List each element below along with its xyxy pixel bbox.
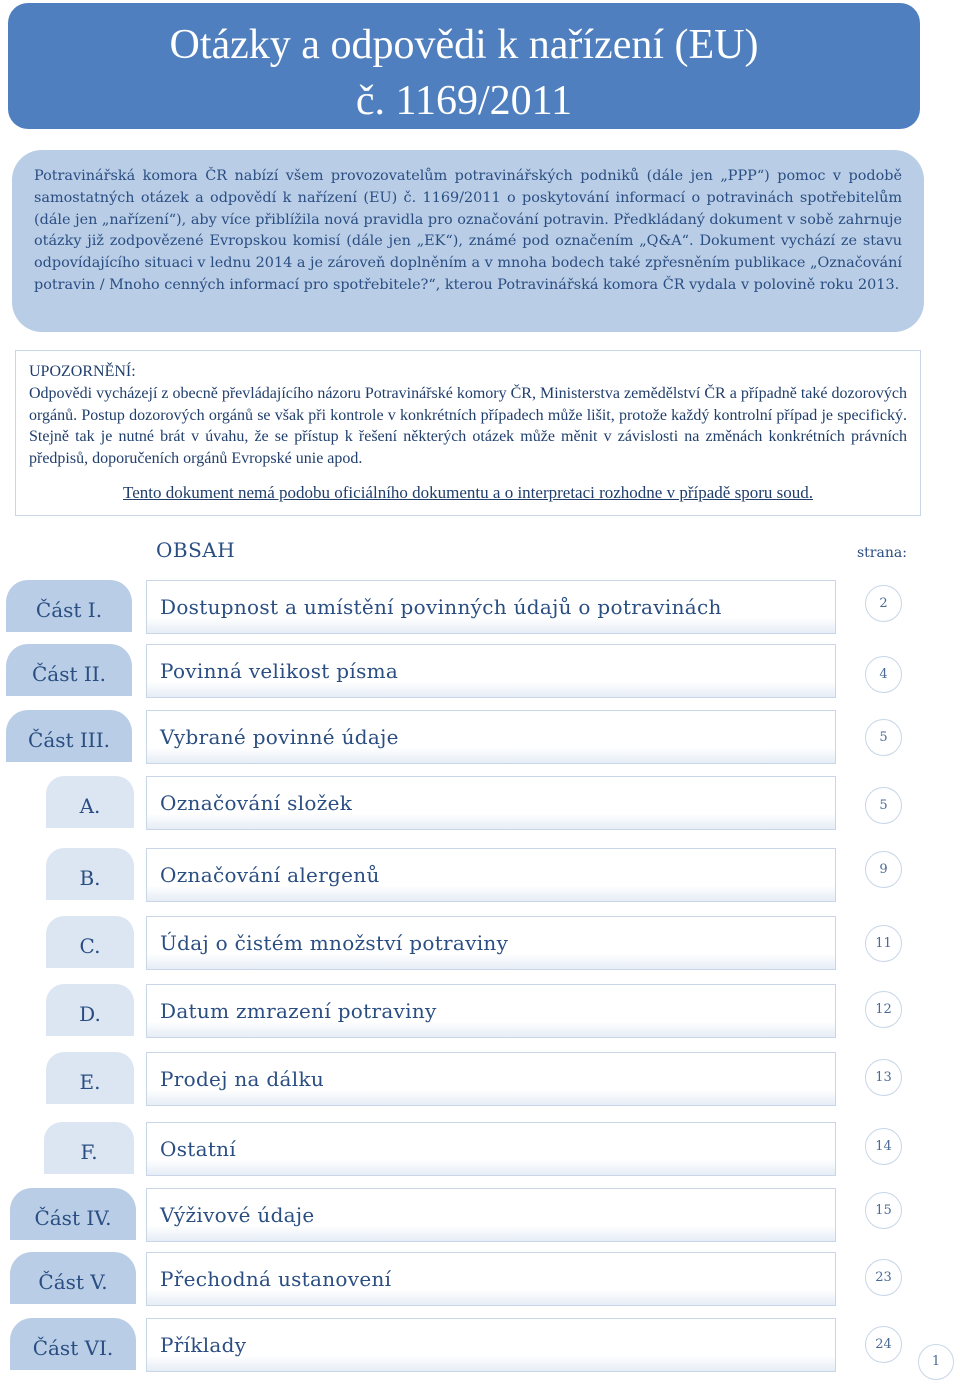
page-number: 1	[918, 1344, 954, 1380]
toc-page-number: 5	[865, 787, 902, 824]
toc-entry[interactable]: Přechodná ustanovení	[146, 1252, 836, 1306]
toc-page-number: 14	[865, 1128, 902, 1165]
toc-part-label: A.	[46, 776, 134, 828]
toc-part-label: D.	[46, 984, 134, 1036]
toc-part-label: Část III.	[6, 710, 132, 762]
toc-part-label: Část II.	[6, 644, 132, 696]
toc-entry[interactable]: Ostatní	[146, 1122, 836, 1176]
toc-entry[interactable]: Označování alergenů	[146, 848, 836, 902]
toc-part-label: F.	[44, 1122, 134, 1174]
toc-entry[interactable]: Datum zmrazení potraviny	[146, 984, 836, 1038]
notice-box	[15, 350, 921, 516]
toc-page-number: 12	[865, 991, 902, 1028]
notice-body: Odpovědi vycházejí z obecně převládajícího názoru Potravinářské komory ČR, Ministerstva zemědělství ČR a případně také dozorových orgánů. Postup dozorových orgánů se však při kontrole v konkrétních případech může lišit, protože každý kontrolní případ je specifický. Stejně tak je nutné brát v úvahu, že se přístup k řešení některých otázek může měnit v závislosti na změnách konkrétních právních předpisů, doporučeních orgánů Evropské unie apod.	[29, 384, 907, 468]
notice-disclaimer: Tento dokument nemá podobu oficiálního dokumentu a o interpretaci rozhodne v případě sporu soud.	[123, 482, 813, 502]
intro-paragraph: Potravinářská komora ČR nabízí všem provozovatelům potravinářských podniků (dále jen „PPP“) pomoc v podobě samostatných otázek a odpovědí k nařízení (EU) č. 1169/2011 o poskytování informací o potravinách spotřebitelům (dále jen „nařízení“), aby více přiblížila nová pravidla pro označování potravin. Předkládaný dokument v sobě zahrnuje otázky již zodpovězené Evropskou komisí (dále jen „EK“), známé pod označením „Q&A“. Dokument vychází ze stavu odpovídajícího situaci v lednu 2014 a je zároveň doplněním a v mnoha bodech také zpřesněním publikace „Označování potravin / Mnoho cenných informací pro spotřebitele?“, kterou Potravinářská komora ČR vydala v polovině roku 2013.	[12, 150, 924, 332]
toc-page-number: 2	[865, 585, 902, 622]
toc-part-label: B.	[46, 848, 134, 900]
toc-entry[interactable]: Označování složek	[146, 776, 836, 830]
toc-part-label: Část V.	[10, 1252, 136, 1304]
toc-part-label: Část VI.	[10, 1318, 136, 1370]
title-line-2: č. 1169/2011	[355, 78, 573, 124]
toc-entry[interactable]: Příklady	[146, 1318, 836, 1372]
title-line-1: Otázky a odpovědi k nařízení (EU)	[169, 22, 759, 68]
toc-page-number: 23	[865, 1259, 902, 1296]
toc-page-number: 15	[865, 1192, 902, 1229]
toc-entry[interactable]: Povinná velikost písma	[146, 644, 836, 698]
toc-entry[interactable]: Vybrané povinné údaje	[146, 710, 836, 764]
toc-page-number: 9	[865, 851, 902, 888]
toc-page-number: 13	[865, 1059, 902, 1096]
toc-page-number: 24	[865, 1326, 902, 1363]
toc-page-number: 11	[865, 925, 902, 962]
toc-part-label: C.	[46, 916, 134, 968]
toc-entry[interactable]: Prodej na dálku	[146, 1052, 836, 1106]
notice-heading: UPOZORNĚNÍ:	[29, 363, 136, 380]
toc-page-number: 5	[865, 719, 902, 756]
toc-entry[interactable]: Dostupnost a umístění povinných údajů o potravinách	[146, 580, 836, 634]
toc-entry[interactable]: Údaj o čistém množství potraviny	[146, 916, 836, 970]
toc-page-heading: strana:	[857, 545, 907, 561]
toc-entry[interactable]: Výživové údaje	[146, 1188, 836, 1242]
toc-part-label: Část IV.	[10, 1188, 136, 1240]
toc-page-number: 4	[865, 656, 902, 693]
toc-heading: OBSAH	[156, 538, 236, 562]
document-title	[8, 3, 920, 129]
toc-part-label: Část I.	[6, 580, 132, 632]
toc-part-label: E.	[46, 1052, 134, 1104]
